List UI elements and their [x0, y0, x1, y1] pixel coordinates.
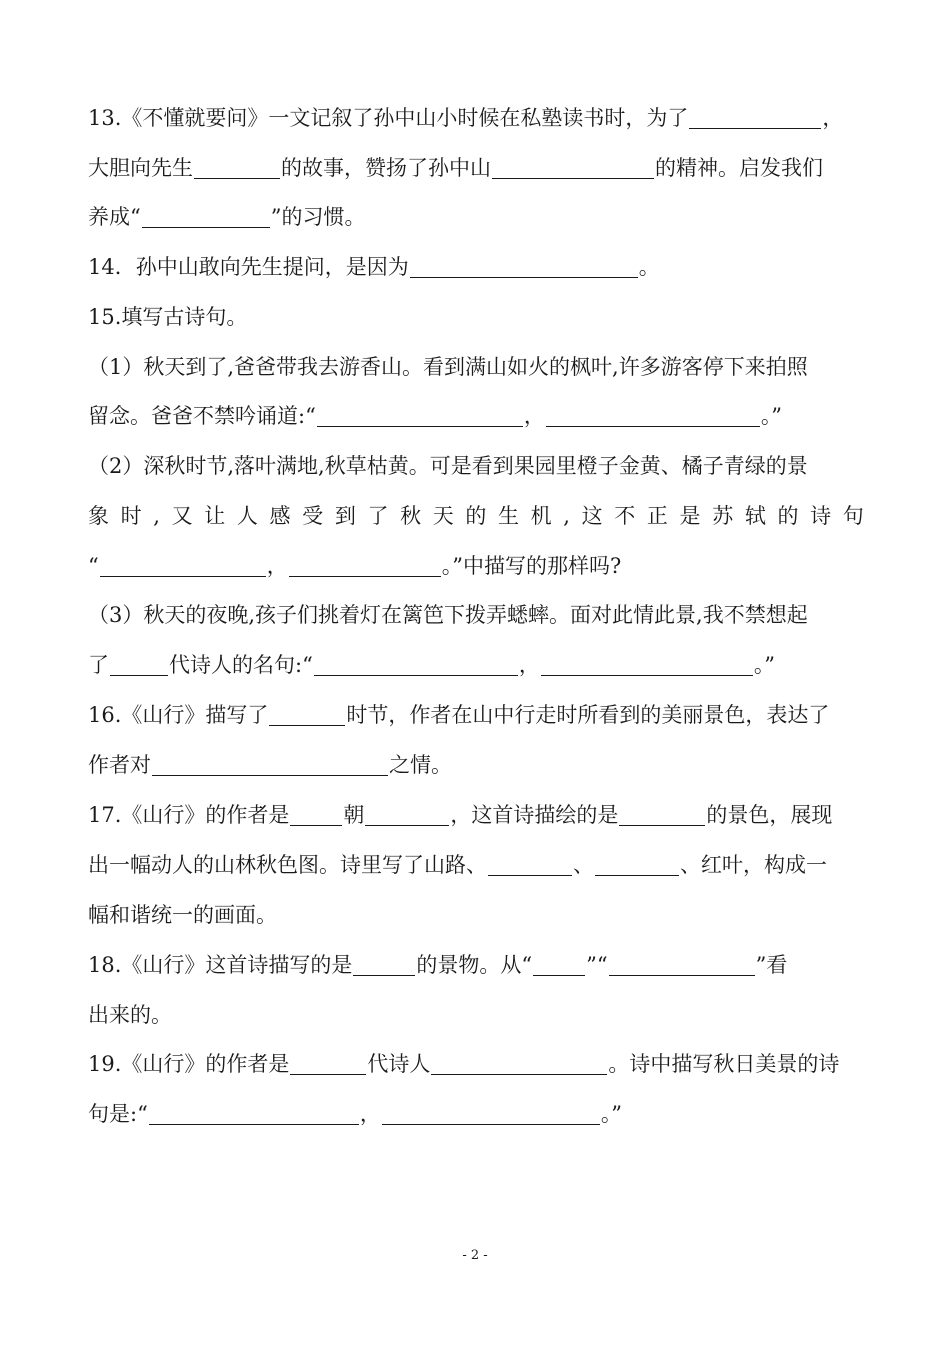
- q13-blank-2[interactable]: [194, 156, 280, 179]
- q13-blank-1[interactable]: [689, 106, 821, 129]
- q15-p2-line-2: 象 时 , 又 让 人 感 受 到 了 秋 天 的 生 机 , 这 不 正 是 苏 轼 的 诗 句: [88, 504, 864, 528]
- q15-p3-blank-1[interactable]: [110, 653, 168, 676]
- q19-blank-4[interactable]: [382, 1102, 600, 1125]
- q19-blank-2[interactable]: [431, 1052, 607, 1075]
- q13-text: 13.《不懂就要问》一文记叙了孙中山小时候在私塾读书时，为了: [88, 106, 689, 130]
- q17-blank-5[interactable]: [595, 853, 679, 876]
- q15-p3-blank-2[interactable]: [314, 653, 518, 676]
- q16-line-2: 作者对 之情。: [88, 753, 452, 777]
- page-number: - 2 -: [462, 1248, 488, 1263]
- q18-line-1: 18.《山行》这首诗描写的是 的景物。从“ ”“ ”看: [88, 953, 788, 977]
- q15-p3-line-1: （3）秋天的夜晚,孩子们挑着灯在篱笆下拨弄蟋蟀。面对此情此景,我不禁想起: [88, 603, 808, 627]
- q15-p1-line-1: （1）秋天到了,爸爸带我去游香山。看到满山如火的枫叶,许多游客停下来拍照: [88, 355, 808, 379]
- q17-blank-4[interactable]: [488, 853, 572, 876]
- q17-line-3: 幅和谐统一的画面。: [88, 903, 277, 927]
- q16-blank-2[interactable]: [152, 753, 388, 776]
- q18-blank-1[interactable]: [353, 953, 415, 976]
- q15-p1-blank-2[interactable]: [546, 404, 760, 427]
- q14-line: 14．孙中山敢向先生提问，是因为 。: [88, 255, 660, 279]
- q13-blank-3[interactable]: [492, 156, 654, 179]
- q13-line-1: 13.《不懂就要问》一文记叙了孙中山小时候在私塾读书时，为了 ，: [88, 106, 844, 130]
- q15-p3-blank-3[interactable]: [541, 653, 753, 676]
- q15-p1-line-2: 留念。爸爸不禁吟诵道:“ ， 。”: [88, 404, 783, 428]
- q18-blank-2[interactable]: [533, 953, 585, 976]
- q15-p3-line-2: 了 代诗人的名句:“ ， 。”: [88, 653, 776, 677]
- q13-line-3: 养成“ ”的习惯。: [88, 205, 366, 229]
- q15-title: 15.填写古诗句。: [88, 305, 248, 329]
- q18-blank-3[interactable]: [609, 953, 755, 976]
- q19-line-2: 句是:“ ， 。”: [88, 1102, 623, 1126]
- q17-blank-3[interactable]: [619, 803, 705, 826]
- q17-line-2: 出一幅动人的山林秋色图。诗里写了山路、 、 、红叶，构成一: [88, 853, 827, 877]
- q15-p1-blank-1[interactable]: [317, 404, 523, 427]
- q16-line-1: 16.《山行》描写了 时节，作者在山中行走时所看到的美丽景色，表达了: [88, 703, 830, 727]
- q15-p2-blank-1[interactable]: [100, 554, 266, 577]
- q13-blank-4[interactable]: [142, 205, 270, 228]
- q13-line-2: 大胆向先生 的故事，赞扬了孙中山 的精神。启发我们: [88, 156, 823, 180]
- q19-blank-1[interactable]: [290, 1052, 366, 1075]
- q15-p2-line-1: （2）深秋时节,落叶满地,秋草枯黄。可是看到果园里橙子金黄、橘子青绿的景: [88, 454, 808, 478]
- q17-blank-1[interactable]: [290, 803, 342, 826]
- q19-line-1: 19.《山行》的作者是 代诗人 。诗中描写秋日美景的诗: [88, 1052, 840, 1076]
- q15-p2-blank-2[interactable]: [289, 554, 441, 577]
- q17-line-1: 17.《山行》的作者是 朝 ，这首诗描绘的是 的景色，展现: [88, 803, 833, 827]
- q17-blank-2[interactable]: [365, 803, 449, 826]
- q14-blank[interactable]: [410, 255, 638, 278]
- q16-blank-1[interactable]: [269, 703, 345, 726]
- q18-line-2: 出来的。: [88, 1003, 172, 1027]
- q15-p2-line-3: “ ， 。”中描写的那样吗?: [88, 554, 622, 578]
- q19-blank-3[interactable]: [149, 1102, 359, 1125]
